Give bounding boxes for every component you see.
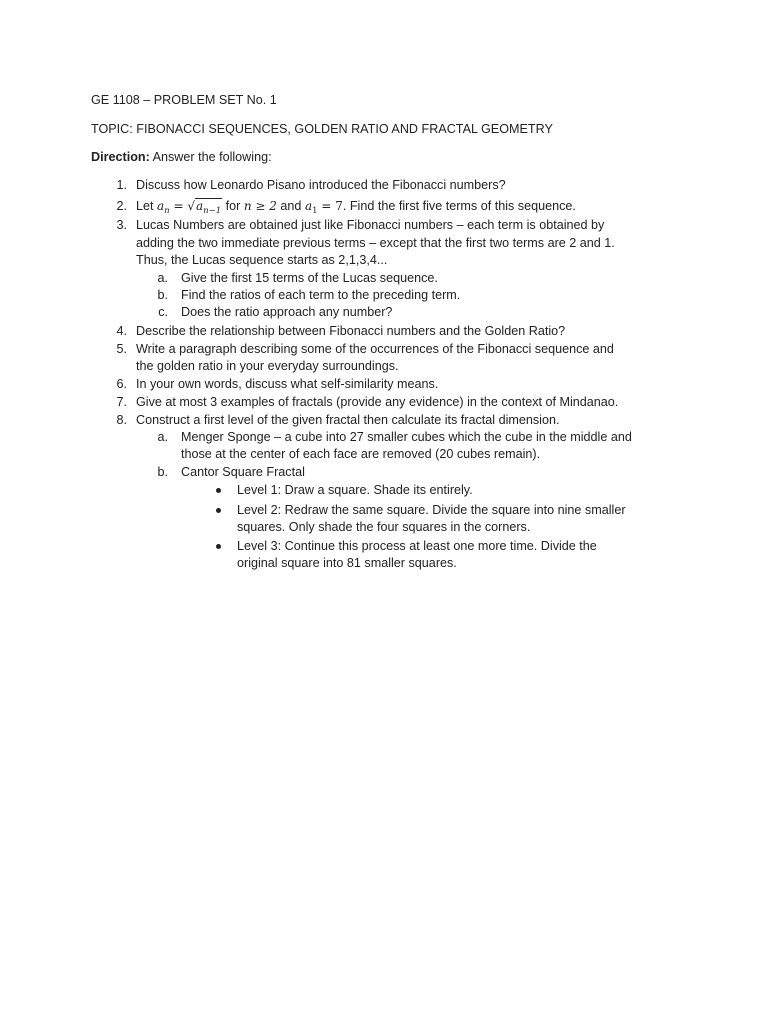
item-text: Describe the relationship between Fibonacci numbers and the Golden Ratio?: [136, 324, 566, 338]
item-text: adding the two immediate previous terms – except that the first two terms are 2 and 1.: [136, 236, 615, 250]
item-number: 3.: [116, 218, 127, 232]
bullet-text: Level 2: Redraw the same square. Divide the square into nine smaller: [237, 503, 626, 517]
item-number: 2.: [116, 199, 127, 213]
math-a-n: $a_n$ =: [157, 199, 188, 216]
sub-letter: c.: [158, 305, 168, 319]
bullet-text: Level 1: Draw a square. Shade its entirely.: [237, 483, 473, 497]
bullet-icon: [216, 508, 221, 513]
sub-letter: b.: [157, 288, 168, 302]
item-text: Discuss how Leonardo Pisano introduced the Fibonacci numbers?: [136, 178, 506, 192]
sub-letter: b.: [157, 465, 168, 479]
item-number: 1.: [116, 178, 127, 192]
math-sqrt: $√a_{n-1}$: [187, 199, 222, 216]
sub-text: those at the center of each face are removed (20 cubes remain).: [181, 447, 541, 461]
item-text: Thus, the Lucas sequence starts as 2,1,3,4...: [136, 253, 388, 267]
sub-letter: a.: [157, 430, 168, 444]
sub-text: Cantor Square Fractal: [181, 465, 305, 479]
item-number: 7.: [116, 395, 127, 409]
item-text: Write a paragraph describing some of the occurrences of the Fibonacci sequence and: [136, 342, 614, 356]
item-text: the golden ratio in your everyday surroundings.: [136, 359, 399, 373]
item-number: 6.: [116, 377, 127, 391]
topic-line: TOPIC: FIBONACCI SEQUENCES, GOLDEN RATIO AND FRACTAL GEOMETRY: [91, 122, 553, 136]
item-number: 5.: [116, 342, 127, 356]
item-text: Construct a first level of the given fractal then calculate its fractal dimension.: [136, 413, 560, 427]
bullet-text: Level 3: Continue this process at least one more time. Divide the: [237, 539, 597, 553]
direction-label: Direction:: [91, 150, 150, 164]
item-number: 4.: [116, 324, 127, 338]
math-condition: n ≥ 2: [243, 199, 277, 213]
bullet-icon: [216, 488, 221, 493]
sub-text: Does the ratio approach any number?: [181, 305, 393, 319]
direction-text: Answer the following:: [149, 150, 272, 164]
sub-text: Give the first 15 terms of the Lucas sequence.: [181, 271, 438, 285]
sub-letter: a.: [157, 271, 168, 285]
bullet-icon: [216, 544, 221, 549]
math-a-1: $a_1 = 7$: [304, 199, 343, 216]
item-number: 8.: [116, 413, 127, 427]
direction-line: [91, 149, 272, 167]
bullet-text: original square into 81 smaller squares.: [237, 556, 457, 570]
sub-text: Menger Sponge – a cube into 27 smaller cubes which the cube in the middle and: [181, 430, 632, 444]
bullet-text: squares. Only shade the four squares in the corners.: [237, 520, 531, 534]
item-text: In your own words, discuss what self-similarity means.: [136, 377, 439, 391]
item-text: Give at most 3 examples of fractals (provide any evidence) in the context of Mindanao.: [136, 395, 619, 409]
course-title: GE 1108 – PROBLEM SET No. 1: [91, 93, 277, 107]
item-text-formula: Let $a_n = √a_{n-1}$ for n ≥ 2 and $a_1 = 7$. Find the first five terms of this sequence.: [136, 199, 576, 216]
item-text: Lucas Numbers are obtained just like Fibonacci numbers – each term is obtained by: [136, 218, 605, 232]
sub-text: Find the ratios of each term to the preceding term.: [181, 288, 461, 302]
